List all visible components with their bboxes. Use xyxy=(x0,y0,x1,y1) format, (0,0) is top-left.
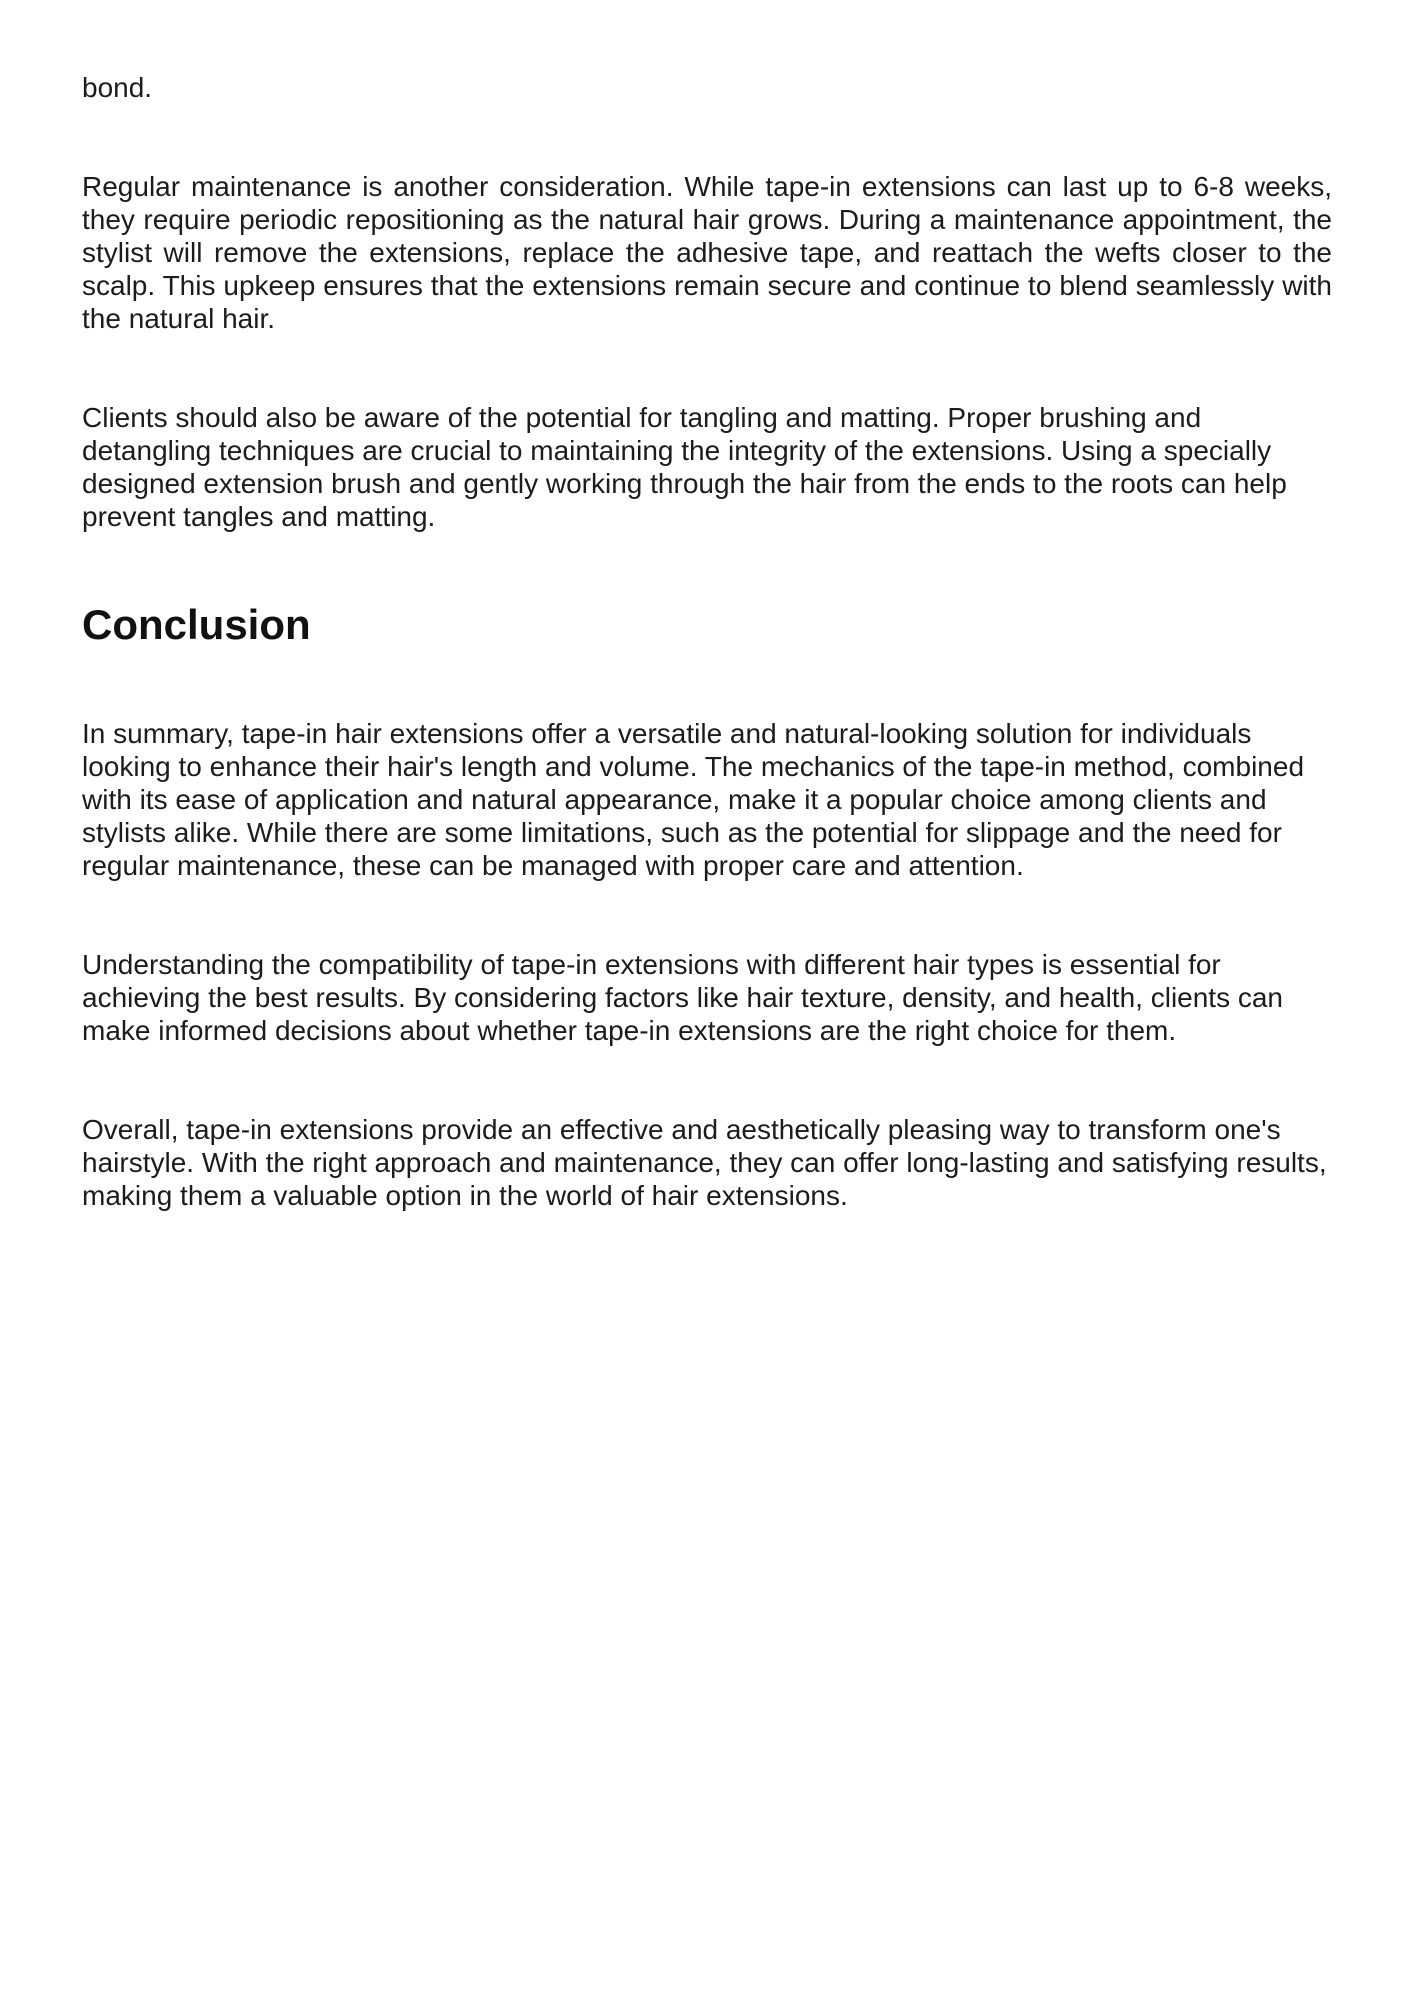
conclusion-heading: Conclusion xyxy=(82,601,311,648)
paragraph-in-summary: In summary, tape-in hair extensions offer a versatile and natural-looking solution for individuals looking to enhance their hair's length and volume. The mechanics of the tape-in method, combined with its ease of application and natural appearance, make it a popular choice among clients and stylists alike. While there are some limitations, such as the potential for slippage and the need for regular maintenance, these can be managed with proper care and attention. xyxy=(82,718,1305,881)
paragraph-regular-maintenance: Regular maintenance is another consideration. While tape-in extensions can last up to 6-8 weeks, they require periodic repositioning as the natural hair grows. During a maintenance appointment, the stylist will remove the extensions, replace the adhesive tape, and reattach the wefts closer to the scalp. This upkeep ensures that the extensions remain secure and continue to blend seamlessly with the natural hair. xyxy=(82,171,1332,334)
paragraph-overall: Overall, tape-in extensions provide an effective and aesthetically pleasing way to transform one's hairstyle. With the right approach and maintenance, they can offer long-lasting and satisfying results, making them a valuable option in the world of hair extensions. xyxy=(82,1114,1327,1211)
paragraph-tangling-matting: Clients should also be aware of the potential for tangling and matting. Proper brushing and detangling techniques are crucial to maintaining the integrity of the extensions. Using a specially designed extension brush and gently working through the hair from the ends to the roots can help prevent tangles and matting. xyxy=(82,402,1287,532)
paragraph-bond-fragment: bond. xyxy=(82,72,153,103)
paragraph-compatibility: Understanding the compatibility of tape-in extensions with different hair types is essential for achieving the best results. By considering factors like hair texture, density, and health, clients can make informed decisions about whether tape-in extensions are the right choice for them. xyxy=(82,949,1284,1046)
